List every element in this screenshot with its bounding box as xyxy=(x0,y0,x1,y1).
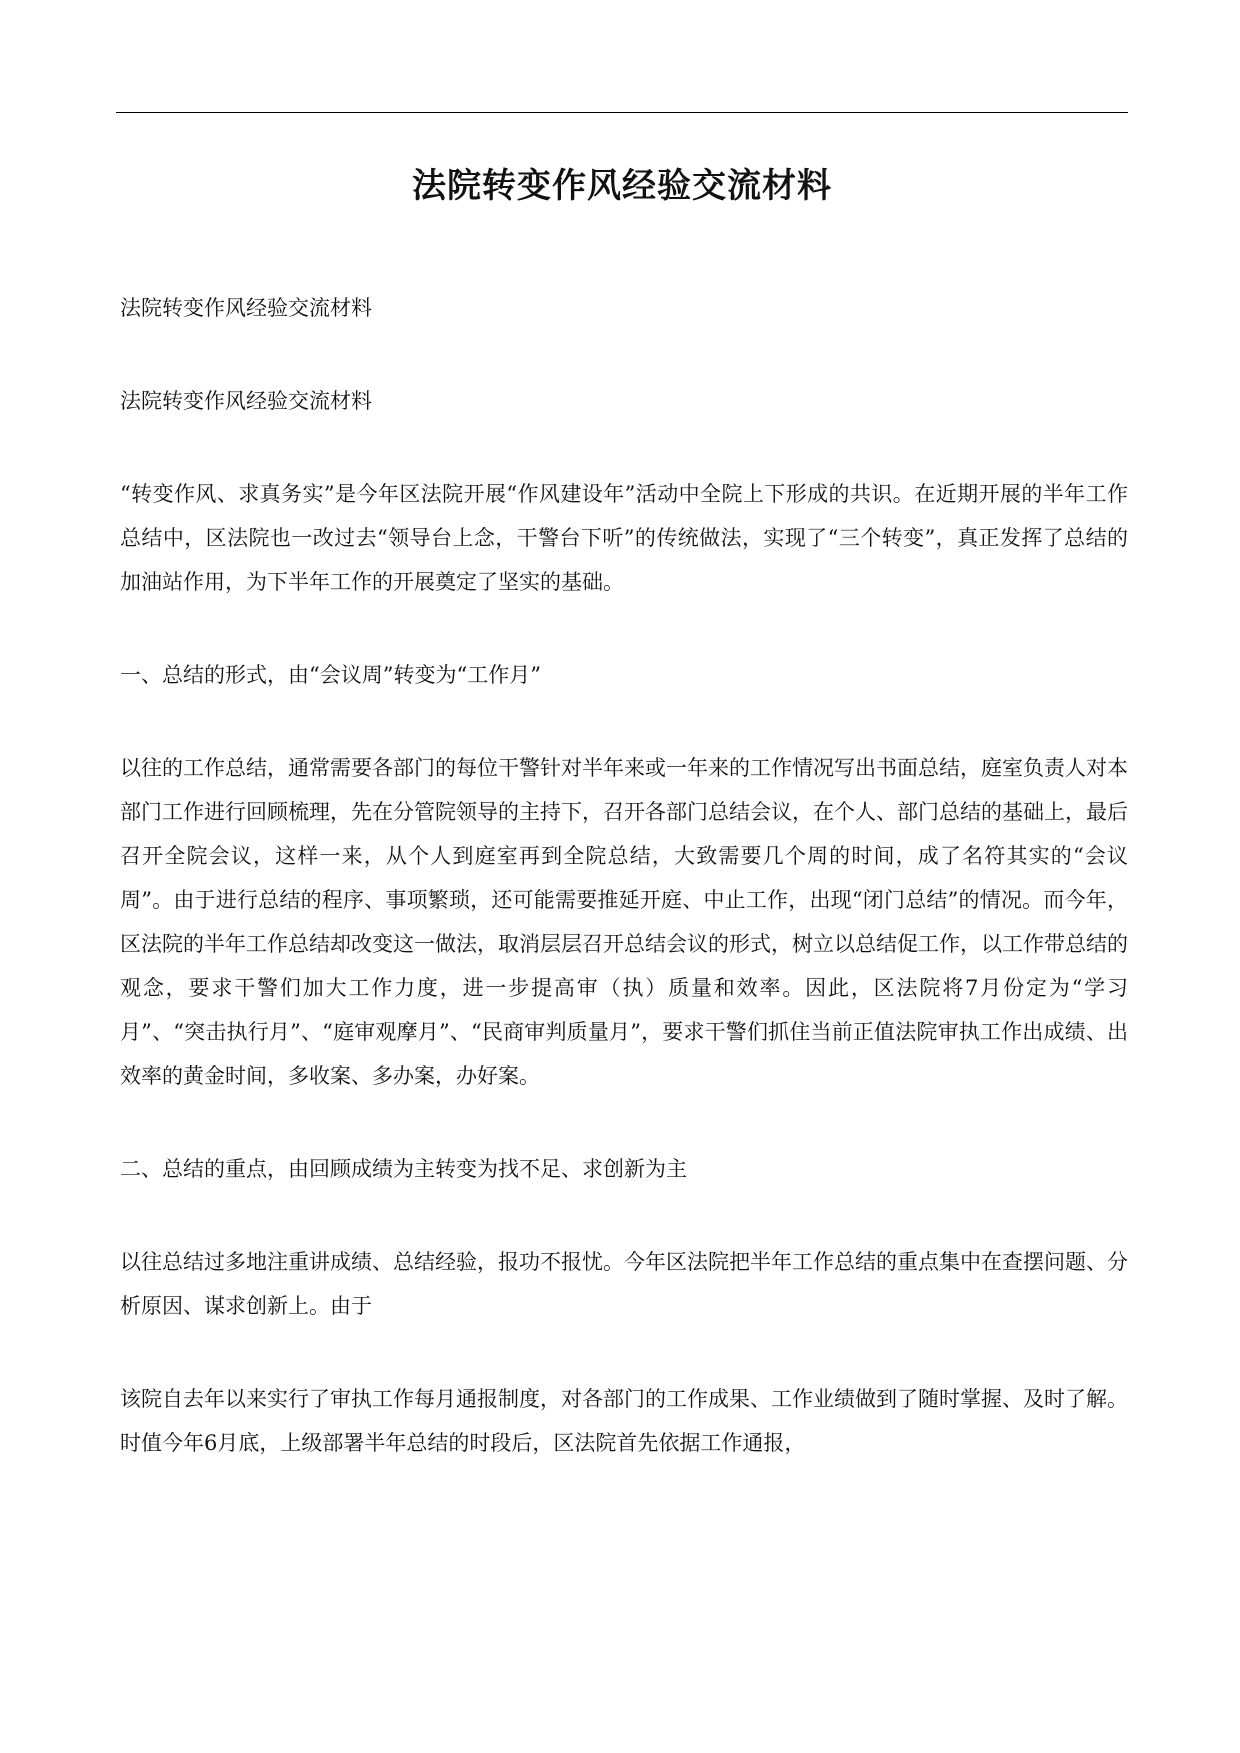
section-heading: 二、总结的重点，由回顾成绩为主转变为找不足、求创新为主 xyxy=(120,1157,687,1181)
body-paragraph: 以往的工作总结，通常需要各部门的每位干警针对半年来或一年来的工作情况写出书面总结，庭室负责人对本部门工作进行回顾梳理，先在分管院领导的主持下，召开各部门总结会议，在个人、部门总结的基础上，最后召开全院会议，这样一来，从个人到庭室再到全院总结，大致需要几个周的时间，成了名符其实的“会议周”。由于进行总结的程序、事项繁琐，还可能需要推延开庭、中止工作，出现“闭门总结”的情况。而今年，区法院的半年工作总结却改变这一做法，取消层层召开总结会议的形式，树立以总结促工作，以工作带总结的观念，要求干警们加大工作力度，进一步提高审（执）质量和效率。因此，区法院将7月份定为“学习月”、“突击执行月”、“庭审观摩月”、“民商审判质量月”，要求干警们抓住当前正值法院审执工作出成绩、出效率的黄金时间，多收案、多办案，办好案。 xyxy=(120,756,1128,1088)
header-rule xyxy=(116,112,1128,113)
document-body xyxy=(120,286,1128,1465)
body-paragraph: 以往总结过多地注重讲成绩、总结经验，报功不报忧。今年区法院把半年工作总结的重点集中在查摆问题、分析原因、谋求创新上。由于 xyxy=(120,1250,1128,1318)
body-paragraph: 法院转变作风经验交流材料 xyxy=(120,389,372,413)
body-paragraph: 法院转变作风经验交流材料 xyxy=(120,296,372,320)
document-title: 法院转变作风经验交流材料 xyxy=(412,166,832,206)
body-paragraph: 该院自去年以来实行了审执工作每月通报制度，对各部门的工作成果、工作业绩做到了随时掌握、及时了解。时值今年6月底，上级部署半年总结的时段后，区法院首先依据工作通报， xyxy=(120,1387,1128,1455)
body-paragraph: “转变作风、求真务实”是今年区法院开展“作风建设年”活动中全院上下形成的共识。在近期开展的半年工作总结中，区法院也一改过去“领导台上念，干警台下听”的传统做法，实现了“三个转变”，真正发挥了总结的加油站作用，为下半年工作的开展奠定了坚实的基础。 xyxy=(120,482,1128,594)
section-heading: 一、总结的形式，由“会议周”转变为“工作月” xyxy=(120,663,541,687)
